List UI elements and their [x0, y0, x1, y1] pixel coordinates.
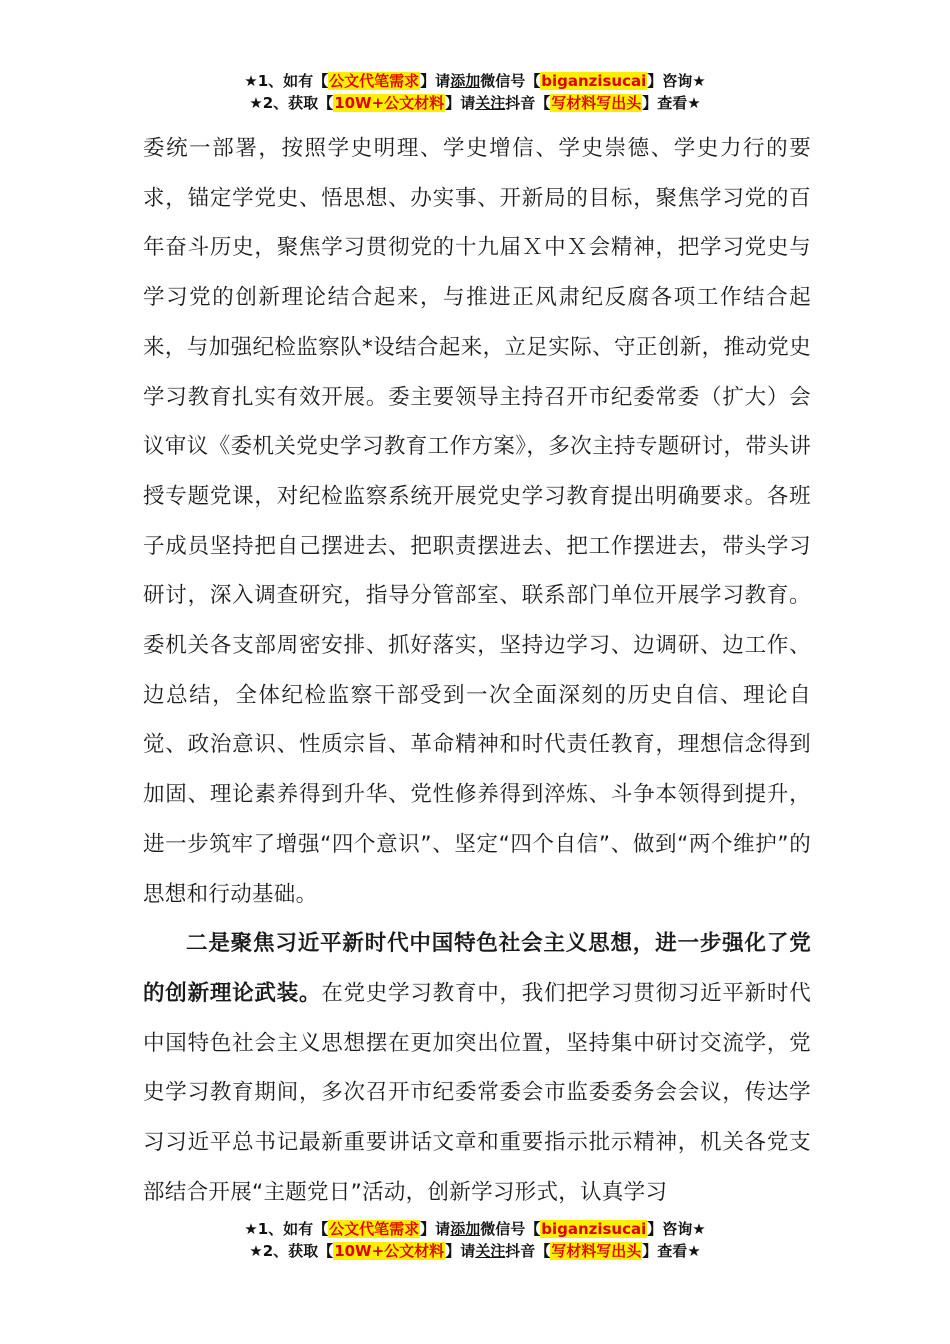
promo-line-2: ★2、获取【10W+公文材料】请关注抖音【写材料写出头】查看★ — [249, 94, 701, 112]
paragraph-2-text: 在党史学习教育中，我们把学习贯彻习近平新时代中国特色社会主义思想摆在更加突出位置，坚持集中研讨交流学，党史学习教育期间，多次召开市纪委常委会市监委委务会会议，传达学习习近平总书记最新重要讲话文章和重要指示批示精神，机关各党支部结合开展“主题党日”活动，创新学习形式，认真学习 — [143, 980, 811, 1205]
highlight-materials: 10W+公文材料 — [334, 1242, 445, 1260]
promo-banner-top — [0, 70, 950, 114]
promo-line-1: ★1、如有【公文代笔需求】请添加微信号【biganzisucai】咨询★ — [244, 72, 706, 90]
promo-line-1: ★1、如有【公文代笔需求】请添加微信号【biganzisucai】咨询★ — [244, 1220, 706, 1238]
promo-banner-bottom — [0, 1218, 950, 1262]
paragraph-2 — [143, 919, 811, 1217]
highlight-wechat-id: biganzisucai — [541, 72, 647, 90]
highlight-service: 公文代笔需求 — [329, 72, 420, 90]
highlight-service: 公文代笔需求 — [329, 1220, 420, 1238]
paragraph-2-heading: 二是聚焦习近平新时代中国特色社会主义思想，进一步强化了党的创新理论武装。 — [143, 931, 811, 1006]
paragraph-1: 委统一部署，按照学史明理、学史增信、学史崇德、学史力行的要求，锚定学党史、悟思想、办实事、开新局的目标，聚焦学习党的百年奋斗历史，聚焦学习贯彻党的十九届Ｘ中Ｘ会精神，把学习党史与学习党的创新理论结合起来，与推进正风肃纪反腐各项工作结合起来，与加强纪检监察队*设结合起来，立足实际、守正创新，推动党史学习教育扎实有效开展。委主要领导主持召开市纪委常委（扩大）会议审议《委机关党史学习教育工作方案》，多次主持专题研讨，带头讲授专题党课，对纪检监察系统开展党史学习教育提出明确要求。各班子成员坚持把自己摆进去、把职责摆进去、把工作摆进去，带头学习研讨，深入调查研究，指导分管部室、联系部门单位开展学习教育。委机关各支部周密安排、抓好落实，坚持边学习、边调研、边工作、边总结，全体纪检监察干部受到一次全面深刻的历史自信、理论自觉、政治意识、性质宗旨、革命精神和时代责任教育，理想信念得到加固、理论素养得到升华、党性修养得到淬炼、斗争本领得到提升，进一步筑牢了增强“四个意识”、坚定“四个自信”、做到“两个维护”的思想和行动基础。 — [143, 136, 811, 907]
highlight-materials: 10W+公文材料 — [334, 94, 445, 112]
highlight-wechat-id: biganzisucai — [541, 1220, 647, 1238]
promo-line-2: ★2、获取【10W+公文材料】请关注抖音【写材料写出头】查看★ — [249, 1242, 701, 1260]
document-body — [143, 124, 811, 1217]
highlight-douyin-account: 写材料写出头 — [551, 94, 642, 112]
highlight-douyin-account: 写材料写出头 — [551, 1242, 642, 1260]
